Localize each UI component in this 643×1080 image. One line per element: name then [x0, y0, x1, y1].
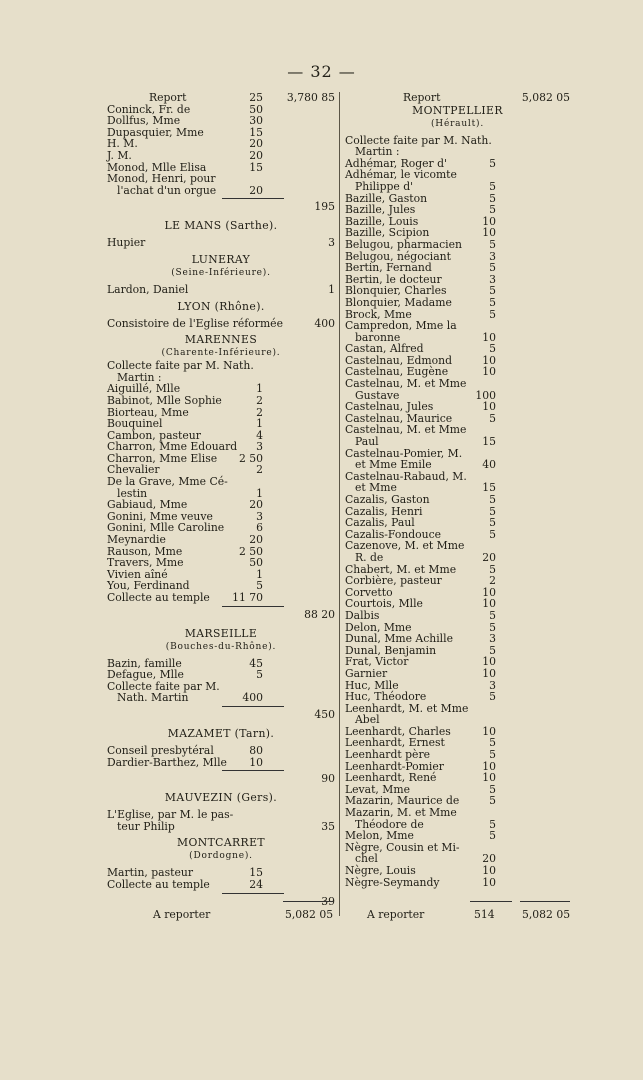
section-subheading-montcarret: (Dordogne).: [189, 851, 253, 862]
entry-name: Leenhardt père: [345, 748, 430, 762]
entry-row: [107, 150, 335, 162]
entry-amount: 5: [489, 411, 496, 425]
section-heading-marennes: MARENNES: [184, 333, 258, 347]
section-heading-luneray: LUNERAY: [191, 252, 251, 266]
entry-name: Monod, Mlle Elisa: [107, 160, 207, 174]
entry-name: Dardier-Barthez, Mlle: [107, 755, 227, 769]
subtotal-value: 39: [321, 894, 335, 908]
mazamet-entries: [107, 745, 335, 768]
footer-amount-right: 514: [474, 908, 495, 921]
entry-amount: 400: [242, 691, 263, 705]
footer-rule-mid: [470, 901, 512, 902]
subtotal-value: 195: [314, 200, 335, 214]
entry-name: Monod, Henri, pour: [107, 172, 216, 186]
entry-row: [345, 494, 570, 506]
subtotal-row: [107, 609, 335, 623]
entry-amount: 20: [249, 137, 263, 151]
entry-amount: 6: [256, 521, 263, 535]
subtotal-row: [107, 709, 335, 723]
entry-name: Castelnau, M. et Mme: [345, 377, 467, 391]
entry-row: [345, 749, 570, 761]
entry-name: Cazalis, Paul: [345, 516, 415, 530]
section-total: 400: [314, 316, 335, 330]
entry-amount: 5: [489, 261, 496, 275]
entry-name: Gabiaud, Mme: [107, 498, 188, 512]
entry-amount: 50: [249, 102, 263, 116]
entry-amount: 5: [489, 342, 496, 356]
entry-amount: 5: [489, 748, 496, 762]
right-column: [345, 92, 570, 888]
entry-name: Huc, Théodore: [345, 690, 427, 704]
entry-name: Nègre, Louis: [345, 864, 416, 877]
entry-amount: 15: [482, 435, 496, 449]
entry-row: [107, 757, 335, 769]
entry-amount: 10: [482, 655, 496, 669]
entry-name: Bertin, le docteur: [345, 272, 442, 286]
entry-amount: 10: [482, 759, 496, 773]
entry-name: Collecte au temple: [107, 591, 210, 604]
entry-row: [107, 879, 335, 891]
entry-amount: 5: [489, 504, 496, 518]
entry-amount: 15: [249, 866, 263, 880]
report-total: 3,780 85: [286, 91, 335, 104]
entry-amount: 10: [482, 724, 496, 738]
entry-amount: 5: [489, 295, 496, 309]
entry-amount: 5: [489, 817, 496, 831]
entry-amount: 5: [489, 284, 496, 298]
entry-name: Castelnau, Edmond: [345, 353, 453, 367]
entry-name: et Mme: [355, 481, 397, 495]
entry-name: Charron, Mme Elise: [107, 451, 218, 465]
entry-name: Vivien aîné: [107, 567, 168, 581]
entry-amount: 15: [249, 125, 263, 139]
footer-total-right: 5,082 05: [522, 908, 571, 921]
entry-name: Abel: [355, 713, 380, 727]
subtotal-row: [107, 201, 335, 215]
report-row: [345, 92, 570, 104]
entry-amount: 5: [256, 668, 263, 682]
paris-entries: [107, 104, 335, 197]
footer-label-right: A reporter: [367, 908, 425, 921]
entry-name: Courtois, Mlle: [345, 597, 423, 611]
left-column: [107, 92, 335, 910]
entry-name: Castelnau-Rabaud, M.: [345, 469, 467, 483]
entry-name: Bouquinel: [107, 417, 163, 431]
entry-row: [345, 378, 570, 390]
entry-name: Cazalis-Fondouce: [345, 527, 442, 541]
entry-name: Frat, Victor: [345, 655, 409, 669]
section-heading-montcarret: MONTCARRET: [177, 836, 265, 850]
entry-name: Martin, pasteur: [107, 866, 193, 880]
entry-name: Meynardie: [107, 533, 166, 547]
entry-name: Castelnau, Maurice: [345, 411, 453, 425]
column-divider: [339, 92, 340, 916]
entry-row: [107, 395, 335, 407]
entry-name: Bazille, Louis: [345, 214, 419, 228]
report-amount: 25: [249, 91, 263, 104]
entry-name: Corvetto: [345, 585, 393, 599]
entry-name: Bazin, famille: [107, 656, 182, 670]
entry-amount: 20: [482, 852, 496, 866]
entry-amount: 10: [482, 214, 496, 228]
section-subheading-montpellier: (Hérault).: [430, 118, 485, 129]
entry-amount: 5: [489, 782, 496, 796]
entry-name: R. de: [355, 550, 384, 564]
entry-amount: 5: [256, 579, 263, 593]
entry-amount: 5: [489, 608, 496, 622]
entry-amount: 50: [249, 556, 263, 570]
entry-name: Castelnau, M. et Mme: [345, 423, 467, 437]
entry-amount: 2: [489, 574, 496, 588]
entry-name: Adhémar, Roger d': [345, 156, 447, 170]
entry-row: [107, 138, 335, 150]
intro-text: Martin :: [355, 145, 400, 159]
entry-amount: 3: [489, 249, 496, 263]
section-heading-marseille: MARSEILLE: [184, 626, 258, 640]
section-heading-lemans: LE MANS (Sarthe).: [164, 219, 278, 233]
entry-name: Chabert, M. et Mme: [345, 562, 457, 576]
entry-name: l'achat d'un orgue: [117, 183, 217, 197]
entry-name: Leenhardt, René: [345, 771, 437, 785]
entry-name: Chevalier: [107, 463, 160, 477]
entry-name: Charron, Mme Edouard: [107, 440, 238, 454]
entry-amount: 5: [489, 307, 496, 321]
entry-amount: 2: [256, 463, 263, 477]
entry-name: Hupier: [107, 236, 146, 250]
section-total: 1: [328, 282, 335, 296]
entry-amount: 11 70: [232, 591, 263, 604]
entry-row: [345, 262, 570, 274]
footer-rule-left: [283, 901, 333, 902]
entry-row: [345, 633, 570, 645]
entry-amount: 2: [256, 405, 263, 419]
entry-row: [345, 320, 570, 332]
intro-text: Collecte faite par M. Nath.: [107, 359, 254, 373]
section-heading-lyon: LYON (Rhône).: [177, 299, 265, 313]
entry-name: Philippe d': [355, 179, 414, 193]
footer-label-left: A reporter: [153, 908, 211, 921]
entry-amount: 10: [482, 864, 496, 877]
entry-name: Théodore de: [355, 817, 424, 831]
entry-name: Bazille, Gaston: [345, 191, 428, 205]
entry-amount: 24: [249, 877, 263, 891]
entry-name: Nègre, Cousin et Mi-: [345, 840, 460, 854]
entry-row: [107, 534, 335, 546]
entry-name: Belugou, pharmacien: [345, 237, 462, 251]
entry-amount: 30: [249, 114, 263, 128]
entry-name: Brock, Mme: [345, 307, 412, 321]
entry-name: Biorteau, Mme: [107, 405, 189, 419]
entry-amount: 5: [489, 156, 496, 170]
entry-row: [345, 865, 570, 877]
entry-row: [345, 297, 570, 309]
entry-row: [107, 173, 335, 185]
entry-name: Cazenove, M. et Mme: [345, 539, 465, 553]
entry-amount: 3: [489, 272, 496, 286]
entry-row: [345, 552, 570, 564]
entry-amount: 20: [482, 550, 496, 564]
entry-row: [345, 575, 570, 587]
entry-amount: 80: [249, 743, 263, 757]
entry-name: Leenhardt-Pomier: [345, 759, 444, 773]
entry-name: et Mme Emile: [355, 458, 432, 472]
section-total: 35: [321, 819, 335, 833]
report-total: 5,082 05: [521, 91, 570, 104]
entry-row: [345, 668, 570, 680]
entry-name: Dunal, Benjamin: [345, 643, 437, 657]
entry-name: Corbière, pasteur: [345, 574, 442, 588]
entry-amount: 5: [489, 736, 496, 750]
entry-name: Paul: [355, 435, 379, 449]
entry-amount: 20: [249, 498, 263, 512]
entry-amount: 20: [249, 183, 263, 197]
entry-name: Dupasquier, Mme: [107, 125, 204, 139]
entry-name: Bazille, Jules: [345, 203, 416, 217]
entry-name: Leenhardt, M. et Mme: [345, 701, 469, 715]
entry-row: [107, 237, 335, 249]
entry-name: Leenhardt, Charles: [345, 724, 451, 738]
entry-name: Gustave: [355, 388, 400, 402]
entry-amount: 5: [489, 516, 496, 530]
entry-amount: 2: [256, 393, 263, 407]
entry-row: [107, 418, 335, 430]
entry-amount: 2 50: [238, 544, 263, 558]
entry-name: Castelnau, Eugène: [345, 365, 449, 379]
entry-row: [345, 204, 570, 216]
entry-name: Conseil presbytéral: [107, 743, 214, 757]
entry-row: [107, 809, 335, 821]
entry-name: Castelnau, Jules: [345, 400, 434, 414]
entry-row: [345, 842, 570, 854]
entry-name: Nath. Martin: [117, 691, 189, 705]
section-subheading-marennes: (Charente-Inférieure).: [161, 348, 281, 359]
entry-name: Garnier: [345, 666, 388, 680]
entry-name: Dunal, Mme Achille: [345, 632, 453, 646]
entry-name: H. M.: [107, 137, 138, 151]
entry-amount: 3: [256, 509, 263, 523]
entry-name: Levat, Mme: [345, 782, 410, 796]
report-row: [107, 92, 335, 104]
entry-name: baronne: [355, 330, 401, 344]
entry-name: Babinot, Mlle Sophie: [107, 393, 222, 407]
entry-name: Cazalis, Gaston: [345, 493, 430, 506]
entry-name: lestin: [117, 486, 148, 500]
section-heading-mazamet: MAZAMET (Tarn).: [167, 726, 275, 740]
entry-amount: 10: [482, 585, 496, 599]
footer-rule-right: [520, 901, 570, 902]
entry-amount: 5: [489, 620, 496, 634]
entry-row: [345, 436, 570, 448]
footer-total-left: 5,082 05: [285, 908, 334, 921]
entry-row: [345, 807, 570, 819]
entry-name: Castan, Alfred: [345, 342, 424, 356]
entry-amount: 10: [482, 400, 496, 414]
report-label: Report: [149, 91, 187, 104]
entry-name: Delon, Mme: [345, 620, 412, 634]
entry-amount: 5: [489, 237, 496, 251]
entry-amount: 10: [482, 365, 496, 379]
subtotal-row: [107, 773, 335, 787]
entry-amount: 5: [489, 191, 496, 205]
entry-row: [107, 127, 335, 139]
entry-amount: 10: [482, 597, 496, 611]
entry-row: [107, 821, 335, 833]
entry-amount: 5: [489, 794, 496, 808]
entry-amount: 5: [489, 643, 496, 657]
entry-name: Blonquier, Charles: [345, 284, 447, 298]
entry-amount: 3: [489, 632, 496, 646]
entry-name: Consistoire de l'Eglise réformée: [107, 316, 283, 330]
entry-name: chel: [355, 852, 378, 866]
entry-name: Dollfus, Mme: [107, 114, 181, 128]
entry-amount: 5: [489, 527, 496, 541]
entry-name: Cambon, pasteur: [107, 428, 201, 442]
subtotal-value: 90: [321, 772, 335, 786]
entry-amount: 5: [489, 829, 496, 843]
entry-amount: 10: [482, 771, 496, 785]
entry-amount: 40: [482, 458, 496, 472]
entry-name: L'Eglise, par M. le pas-: [107, 808, 234, 822]
intro-text: Collecte faite par M. Nath.: [345, 133, 492, 147]
entry-row: [345, 877, 570, 889]
entry-amount: 3: [256, 440, 263, 454]
entry-name: Rauson, Mme: [107, 544, 183, 558]
entry-name: Gonini, Mlle Caroline: [107, 521, 225, 535]
entry-amount: 1: [256, 567, 263, 581]
entry-amount: 5: [489, 179, 496, 193]
section-total: 3: [328, 236, 335, 250]
section-heading-montpellier: MONTPELLIER: [412, 103, 503, 117]
entry-amount: 5: [489, 562, 496, 576]
entry-name: Melon, Mme: [345, 829, 414, 843]
entry-amount: 2 50: [238, 451, 263, 465]
entry-name: J. M.: [107, 148, 132, 162]
entry-amount: 10: [482, 666, 496, 680]
entry-amount: 3: [489, 678, 496, 692]
montcarret-entries: [107, 867, 335, 890]
entry-name: Belugou, négociant: [345, 249, 451, 263]
entry-amount: 1: [256, 417, 263, 431]
entry-name: Cazalis, Henri: [345, 504, 423, 518]
entry-name: Lardon, Daniel: [107, 282, 189, 296]
entry-row: [107, 692, 335, 704]
marennes-entries: [107, 383, 335, 603]
entry-amount: 10: [249, 755, 263, 769]
page-number: — 32 —: [287, 62, 356, 81]
entry-name: Campredon, Mme la: [345, 319, 457, 333]
entry-name: teur Philip: [117, 819, 175, 833]
entry-amount: 20: [249, 148, 263, 162]
entry-name: Bertin, Fernand: [345, 261, 432, 275]
entry-name: Adhémar, le vicomte: [345, 168, 457, 182]
entry-name: Huc, Mlle: [345, 678, 399, 692]
entry-row: [345, 181, 570, 193]
intro-row: [107, 360, 335, 372]
entry-name: Bazille, Scipion: [345, 226, 430, 240]
entry-name: Defague, Mlle: [107, 668, 184, 682]
entry-name: Blonquier, Madame: [345, 295, 452, 309]
entry-amount: 10: [482, 226, 496, 240]
entry-row: [107, 745, 335, 757]
report-label: Report: [403, 91, 441, 104]
entry-name: Mazarin, M. et Mme: [345, 806, 457, 820]
entry-name: Nègre-Seymandy: [345, 875, 440, 889]
entry-amount: 4: [256, 428, 263, 442]
entry-name: Castelnau-Pomier, M.: [345, 446, 463, 460]
entry-row: [345, 691, 570, 703]
entry-name: De la Grave, Mme Cé-: [107, 475, 228, 489]
entry-row: [345, 610, 570, 622]
entry-amount: 20: [249, 533, 263, 547]
entry-row: [107, 476, 335, 488]
entry-row: [107, 185, 335, 197]
entry-amount: 45: [249, 656, 263, 670]
entry-name: Gonini, Mme veuve: [107, 509, 213, 523]
section-heading-mauvezin: MAUVEZIN (Gers).: [164, 791, 278, 805]
entry-name: Collecte faite par M.: [107, 679, 220, 693]
marseille-entries: [107, 658, 335, 704]
entry-amount: 15: [482, 481, 496, 495]
entry-amount: 100: [475, 388, 496, 402]
entry-name: Mazarin, Maurice de: [345, 794, 460, 808]
entry-amount: 10: [482, 353, 496, 367]
entry-amount: 10: [482, 875, 496, 889]
section-subheading-marseille: (Bouches-du-Rhône).: [165, 641, 277, 652]
montpellier-entries: [345, 158, 570, 888]
entry-name: Leenhardt, Ernest: [345, 736, 445, 750]
entry-name: Aiguillé, Mlle: [107, 382, 181, 396]
intro-text: Martin :: [117, 370, 162, 384]
entry-amount: 15: [249, 160, 263, 174]
entry-row: [107, 318, 335, 330]
entry-amount: 1: [256, 486, 263, 500]
entry-name: Collecte au temple: [107, 877, 210, 891]
entry-row: [345, 239, 570, 251]
entry-name: Coninck, Fr. de: [107, 102, 191, 116]
entry-name: Dalbis: [345, 608, 380, 622]
entry-amount: 5: [489, 203, 496, 217]
entry-amount: 10: [482, 330, 496, 344]
section-subheading-luneray: (Seine-Inférieure).: [171, 267, 271, 278]
entry-amount: 5: [489, 493, 496, 506]
entry-row: [107, 592, 335, 604]
subtotal-value: 450: [314, 707, 335, 721]
entry-amount: 1: [256, 382, 263, 396]
entry-amount: 5: [489, 690, 496, 704]
entry-name: Travers, Mme: [107, 556, 184, 570]
entry-name: You, Ferdinand: [107, 579, 190, 593]
entry-row: [107, 284, 335, 296]
subtotal-value: 88 20: [304, 607, 335, 621]
